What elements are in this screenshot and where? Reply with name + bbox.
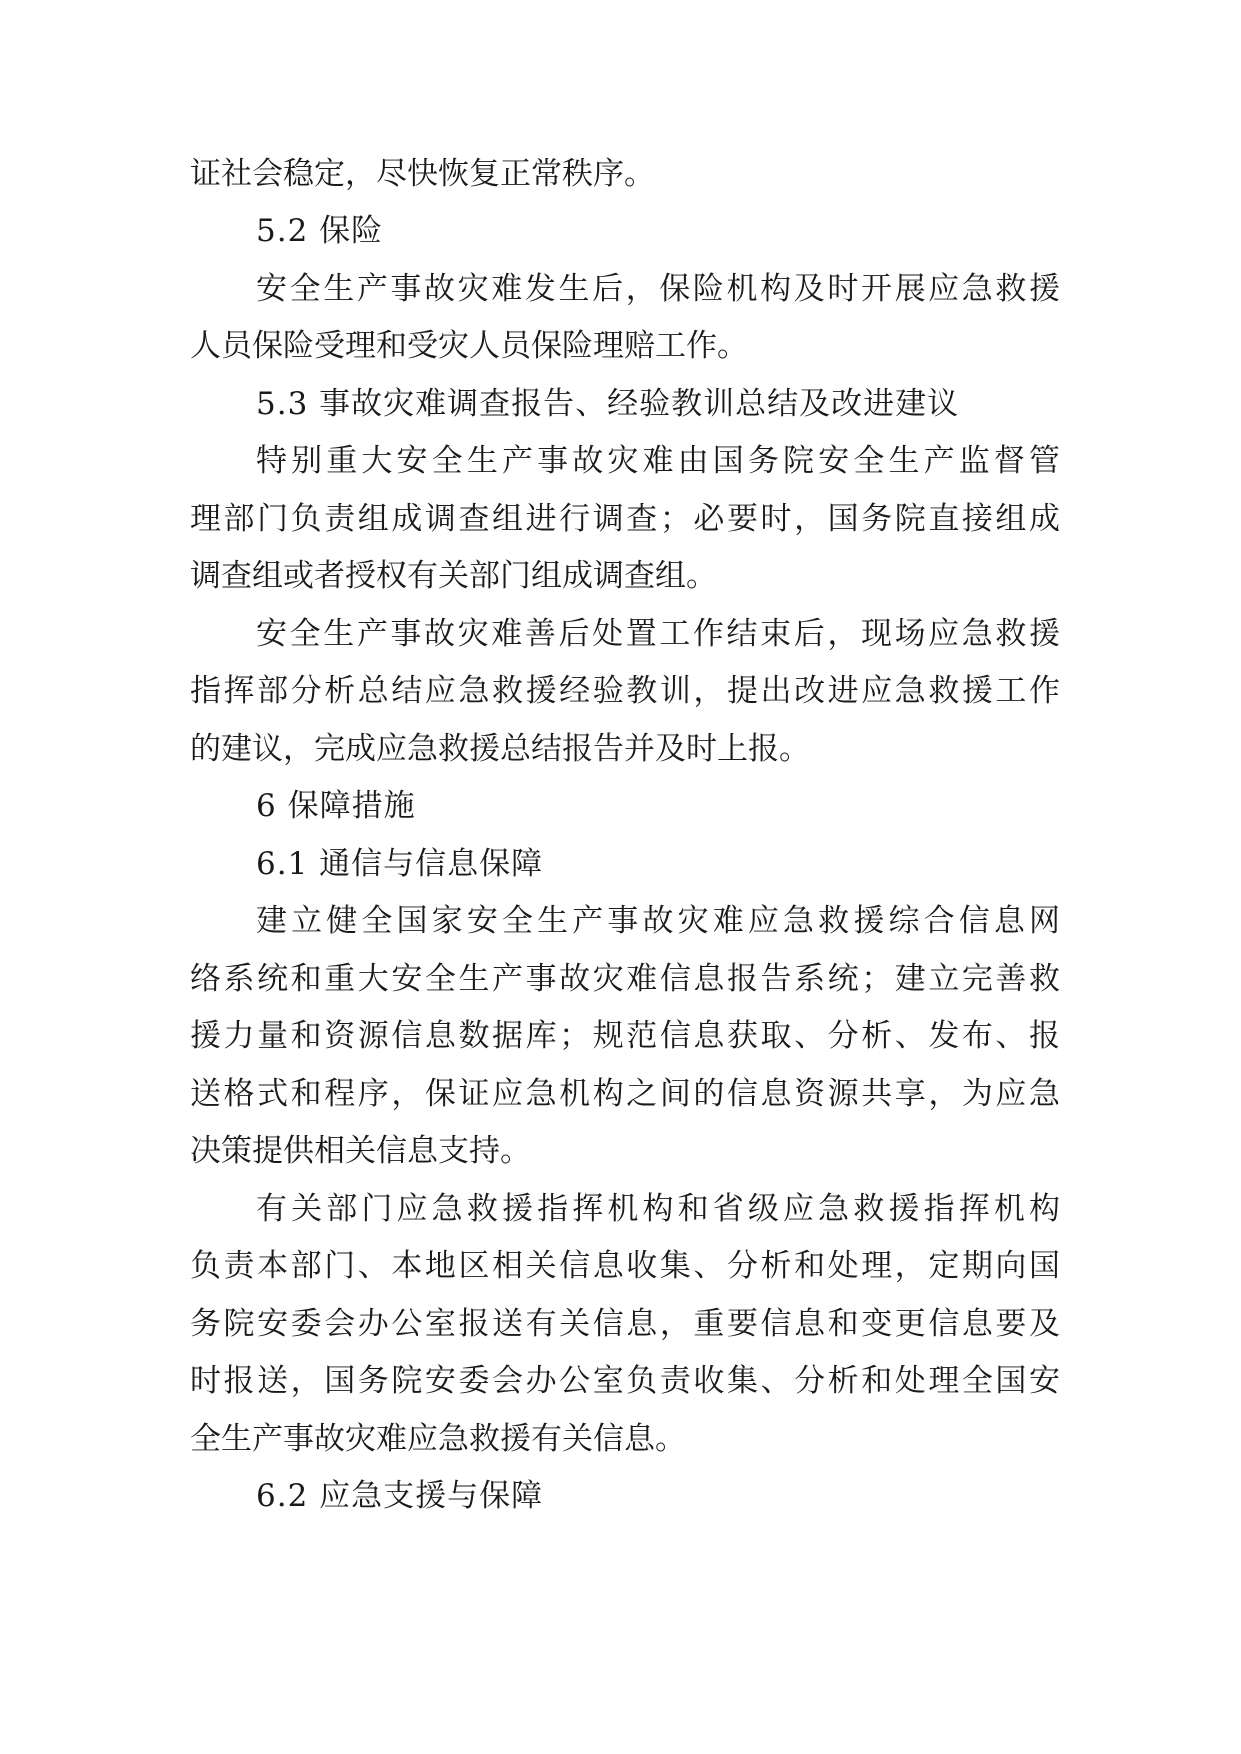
paragraph-line: 务院安委会办公室报送有关信息，重要信息和变更信息要及 [190,1306,1060,1342]
paragraph-line: 理部门负责组成调查组进行调查；必要时，国务院直接组成 [190,501,1060,537]
paragraph-line: 送格式和程序，保证应急机构之间的信息资源共享，为应急 [190,1076,1060,1112]
paragraph-line: 络系统和重大安全生产事故灾难信息报告系统；建立完善救 [190,961,1060,997]
section-heading-5-2: 5.2 保险 [256,213,384,249]
paragraph-line: 全生产事故灾难应急救援有关信息。 [190,1421,686,1457]
paragraph-line: 建立健全国家安全生产事故灾难应急救援综合信息网 [256,903,1060,939]
paragraph-line: 时报送，国务院安委会办公室负责收集、分析和处理全国安 [190,1363,1060,1399]
section-heading-5-3: 5.3 事故灾难调查报告、经验教训总结及改进建议 [256,386,960,422]
paragraph-line: 人员保险受理和受灾人员保险理赔工作。 [190,328,748,364]
paragraph-line: 安全生产事故灾难发生后，保险机构及时开展应急救援 [256,271,1060,307]
section-heading-6-2: 6.2 应急支援与保障 [256,1478,544,1514]
section-heading-6-1: 6.1 通信与信息保障 [256,846,544,882]
paragraph-line: 指挥部分析总结应急救援经验教训，提出改进应急救援工作 [190,673,1060,709]
paragraph-line: 的建议，完成应急救援总结报告并及时上报。 [190,731,810,767]
paragraph-line: 有关部门应急救援指挥机构和省级应急救援指挥机构 [256,1191,1060,1227]
paragraph-line: 调查组或者授权有关部门组成调查组。 [190,558,717,594]
paragraph-line: 安全生产事故灾难善后处置工作结束后，现场应急救援 [256,616,1060,652]
paragraph-line: 证社会稳定，尽快恢复正常秩序。 [190,156,655,192]
paragraph-line: 负责本部门、本地区相关信息收集、分析和处理，定期向国 [190,1248,1060,1284]
paragraph-line: 特别重大安全生产事故灾难由国务院安全生产监督管 [256,443,1060,479]
paragraph-line: 援力量和资源信息数据库；规范信息获取、分析、发布、报 [190,1018,1060,1054]
paragraph-line: 决策提供相关信息支持。 [190,1133,531,1169]
section-heading-6: 6 保障措施 [256,788,416,824]
